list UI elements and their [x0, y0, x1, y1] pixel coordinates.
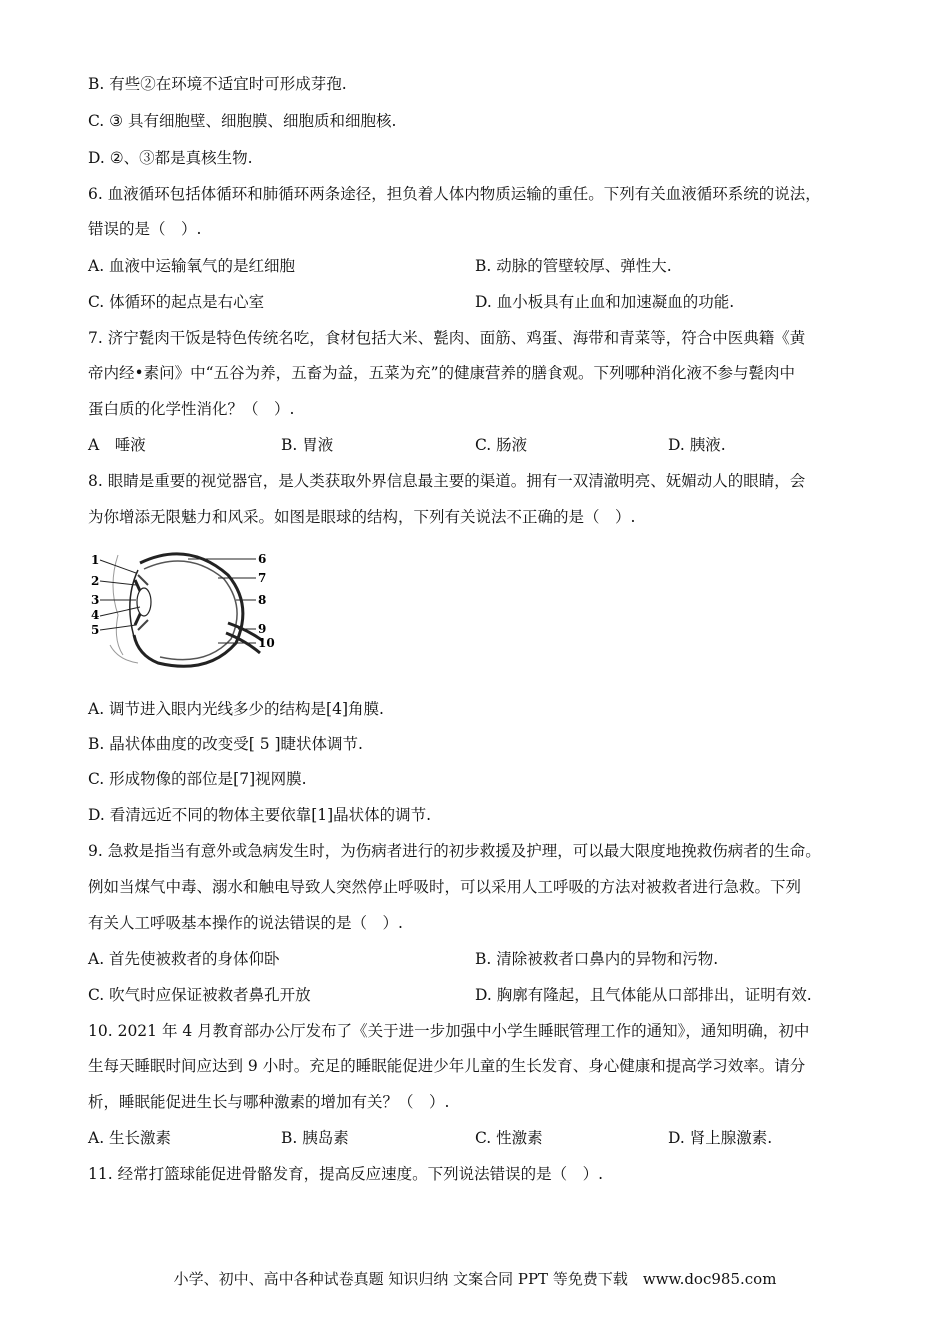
question-8-line-2: 为你增添无限魅力和风采。如图是眼球的结构，下列有关说法不正确的是（ ）. — [88, 508, 636, 526]
q8-option-d: D. 看清远近不同的物体主要依靠[1]晶状体的调节. — [88, 806, 432, 824]
question-6-line-1: 6. 血液循环包括体循环和肺循环两条途径，担负着人体内物质运输的重任。下列有关血液循环系统的说法， — [88, 185, 821, 203]
q6-option-b: B. 动脉的管壁较厚、弹性大. — [475, 257, 672, 275]
question-7-line-1: 7. 济宁甏肉干饭是特色传统名吃，食材包括大米、甏肉、面筋、鸡蛋、海带和青菜等，符合中医典籍《黄 — [88, 329, 806, 347]
q10-option-a: A. 生长激素 — [88, 1129, 172, 1147]
q10-option-d: D. 肾上腺激素. — [668, 1129, 773, 1147]
question-9-line-2: 例如当煤气中毒、溺水和触电导致人突然停止呼吸时，可以采用人工呼吸的方法对被救者进行急救。下列 — [88, 878, 802, 896]
q9-option-a: A. 首先使被救者的身体仰卧 — [88, 950, 280, 968]
question-6-line-2: 错误的是（ ）. — [88, 220, 202, 238]
q10-option-c: C. 性激素 — [475, 1129, 543, 1147]
question-7-line-2: 帝内经•素问》中“五谷为养，五畜为益，五菜为充”的健康营养的膳食观。下列哪种消化液不参与甏肉中 — [88, 364, 795, 382]
question-7-line-3: 蛋白质的化学性消化？（ ）. — [88, 400, 295, 418]
q8-option-c: C. 形成物像的部位是[7]视网膜. — [88, 770, 307, 788]
question-10-line-3: 析，睡眠能促进生长与哪种激素的增加有关？（ ）. — [88, 1093, 450, 1111]
label-7: 7 — [258, 571, 267, 585]
question-9-line-1: 9. 急救是指当有意外或急病发生时，为伤病者进行的初步救援及护理，可以最大限度地挽救伤病者的生命。 — [88, 842, 821, 860]
label-4: 4 — [91, 608, 100, 622]
label-1: 1 — [91, 553, 100, 567]
label-2: 2 — [91, 574, 100, 588]
option-c-prev: C. ③ 具有细胞壁、细胞膜、细胞质和细胞核. — [88, 112, 397, 130]
label-8: 8 — [258, 593, 267, 607]
eye-diagram-svg — [88, 545, 288, 675]
label-10: 10 — [258, 636, 275, 650]
q8-option-a: A. 调节进入眼内光线多少的结构是[4]角膜. — [88, 700, 384, 718]
question-11-line-1: 11. 经常打篮球能促进骨骼发育，提高反应速度。下列说法错误的是（ ）. — [88, 1165, 604, 1183]
q7-option-d: D. 胰液. — [668, 436, 726, 454]
question-10-line-2: 生每天睡眠时间应达到 9 小时。充足的睡眠能促进少年儿童的生长发育、身心健康和提高学习效率。请分 — [88, 1057, 806, 1075]
q7-option-a: A 唾液 — [88, 436, 146, 454]
q9-option-d: D. 胸廓有隆起，且气体能从口部排出，证明有效. — [475, 986, 812, 1004]
label-6: 6 — [258, 552, 267, 566]
option-d-prev: D. ②、③都是真核生物. — [88, 149, 253, 167]
label-5: 5 — [91, 623, 100, 637]
q7-option-c: C. 肠液 — [475, 436, 528, 454]
q10-option-b: B. 胰岛素 — [281, 1129, 349, 1147]
question-8-line-1: 8. 眼睛是重要的视觉器官，是人类获取外界信息最主要的渠道。拥有一双清澈明亮、妩媚动人的眼睛，会 — [88, 472, 806, 490]
option-b-prev: B. 有些②在环境不适宜时可形成芽孢. — [88, 75, 347, 93]
q9-option-b: B. 清除被救者口鼻内的异物和污物. — [475, 950, 719, 968]
q6-option-a: A. 血液中运输氧气的是红细胞 — [88, 257, 296, 275]
eye-structure-diagram — [88, 545, 288, 675]
question-9-line-3: 有关人工呼吸基本操作的说法错误的是（ ）. — [88, 914, 403, 932]
q9-option-c: C. 吹气时应保证被救者鼻孔开放 — [88, 986, 311, 1004]
question-10-line-1: 10. 2021 年 4 月教育部办公厅发布了《关于进一步加强中小学生睡眠管理工作的通知》，通知明确，初中 — [88, 1022, 810, 1040]
page-footer: 小学、初中、高中各种试卷真题 知识归纳 文案合同 PPT 等免费下载 www.doc985.com — [173, 1270, 777, 1288]
label-3: 3 — [91, 593, 100, 607]
q6-option-d: D. 血小板具有止血和加速凝血的功能. — [475, 293, 735, 311]
label-9: 9 — [258, 622, 267, 636]
q6-option-c: C. 体循环的起点是右心室 — [88, 293, 265, 311]
q8-option-b: B. 晶状体曲度的改变受[ 5 ]睫状体调节. — [88, 735, 363, 753]
q7-option-b: B. 胃液 — [281, 436, 334, 454]
